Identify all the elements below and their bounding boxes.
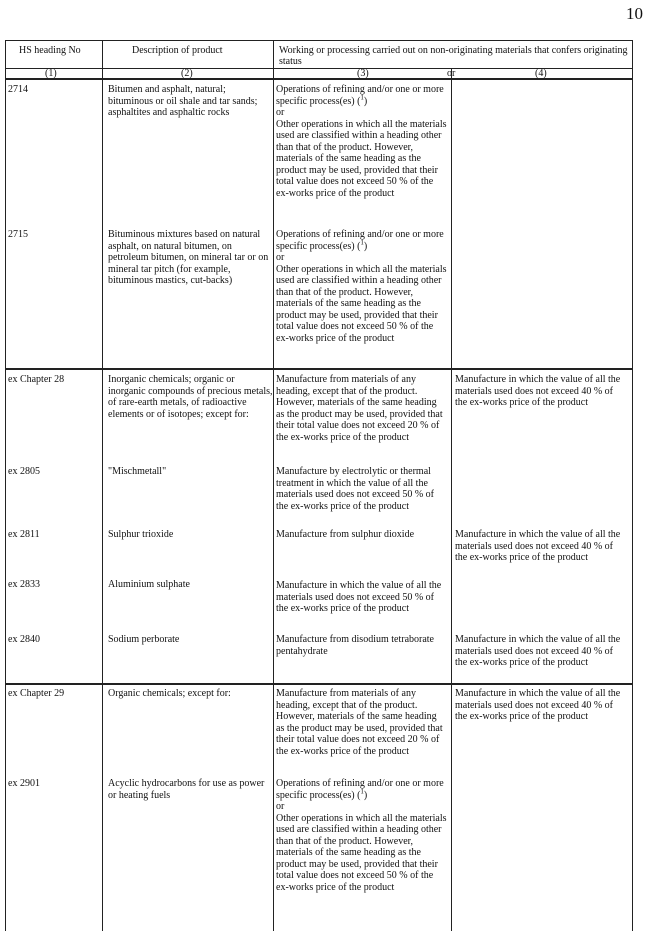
rule4-ex-chapter-29: Manufacture in which the value of all the materials used does not exceed 40 % of the ex-works price of the product bbox=[455, 688, 621, 722]
heading-ex-chapter-29: ex Chapter 29 bbox=[8, 688, 65, 699]
rule4-ex-2811: Manufacture in which the value of all the materials used does not exceed 40 % of the ex-works price of the product bbox=[455, 529, 621, 563]
rule3-ex-2805: Manufacture by electrolytic or thermal treatment in which the value of all the materials used does not exceed 50 % of the ex-works price of the product bbox=[276, 466, 435, 512]
description-ex-2901: Acyclic hydrocarbons for use as power or heating fuels bbox=[108, 778, 265, 801]
rule3-text-a: Operations of refining and/or one or more specific process(es) ( bbox=[276, 229, 444, 252]
rule3-or: or bbox=[276, 801, 285, 812]
rule3-2715 bbox=[276, 229, 447, 344]
rule3-or: or bbox=[276, 107, 285, 118]
heading-ex-2805: ex 2805 bbox=[8, 466, 40, 477]
description-ex-2805: "Mischmetall" bbox=[108, 466, 167, 477]
description-ex-2811: Sulphur trioxide bbox=[108, 529, 174, 540]
heading-ex-2901: ex 2901 bbox=[8, 778, 40, 789]
col-divider-2 bbox=[273, 40, 274, 931]
table-left-border bbox=[5, 40, 6, 931]
col-heading-description: Description of product bbox=[132, 45, 223, 56]
table-top-border bbox=[5, 40, 633, 41]
col-heading-working: Working or processing carried out on non-originating materials that confers originating status bbox=[279, 45, 628, 67]
rule3-text-c: Other operations in which all the materials used are classified within a heading other than that of the product. However, materials of the same heading as the product may be used, provided that their total value does not exceed 50 % of the ex-works price of the product bbox=[276, 118, 447, 199]
rule4-ex-2840: Manufacture in which the value of all the materials used does not exceed 40 % of the ex-works price of the product bbox=[455, 634, 621, 668]
description-ex-2833: Aluminium sulphate bbox=[108, 579, 190, 590]
rule3-text-c: Other operations in which all the materials used are classified within a heading other than that of the product. However, materials of the same heading as the product may be used, provided that their total value does not exceed 50 % of the ex-works price of the product bbox=[276, 263, 447, 344]
rule3-or: or bbox=[276, 252, 285, 263]
heading-ex-2811: ex 2811 bbox=[8, 529, 40, 540]
rule3-ex-2901 bbox=[276, 778, 447, 893]
heading-2715: 2715 bbox=[8, 229, 28, 240]
col-number-4: (4) bbox=[535, 68, 547, 79]
section-divider-28 bbox=[5, 368, 633, 370]
rule3-ex-2811: Manufacture from sulphur dioxide bbox=[276, 529, 415, 540]
rule3-ex-2840: Manufacture from disodium tetraborate pentahydrate bbox=[276, 634, 434, 657]
description-ex-2840: Sodium perborate bbox=[108, 634, 180, 645]
col-divider-1 bbox=[102, 40, 103, 931]
description-2714: Bitumen and asphalt, natural; bituminous or oil shale and tar sands; asphaltites and asphaltic rocks bbox=[108, 84, 258, 118]
col-number-or: or bbox=[447, 68, 456, 79]
rule3-2714 bbox=[276, 84, 447, 199]
col-divider-3 bbox=[451, 68, 452, 931]
col-heading-hs: HS heading No bbox=[19, 45, 81, 56]
description-2715: Bituminous mixtures based on natural asphalt, on natural bitumen, on petroleum bitumen, on mineral tar or on mineral tar pitch (for example, bituminous mastics, cut-backs) bbox=[108, 229, 269, 286]
col-number-2: (2) bbox=[181, 68, 193, 79]
rule3-text-b: ) bbox=[363, 95, 368, 107]
footnote-ref: 1 bbox=[360, 93, 364, 102]
col-number-1: (1) bbox=[45, 68, 57, 79]
origin-rules-table bbox=[5, 40, 633, 931]
footnote-ref: 1 bbox=[360, 787, 364, 796]
description-ex-chapter-29: Organic chemicals; except for: bbox=[108, 688, 231, 699]
rule3-text-a: Operations of refining and/or one or more specific process(es) ( bbox=[276, 84, 444, 107]
col-number-3: (3) bbox=[357, 68, 369, 79]
rule3-ex-chapter-28: Manufacture from materials of any heading, except that of the product. However, materials of the same heading as the product may be used, provided that their total value does not exceed 20 % of the ex-works price of the product bbox=[276, 374, 443, 443]
rule3-text-c: Other operations in which all the materials used are classified within a heading other than that of the product. However, materials of the same heading as the product may be used, provided that their total value does not exceed 50 % of the ex-works price of the product bbox=[276, 812, 447, 893]
rule3-ex-2833: Manufacture in which the value of all the materials used does not exceed 50 % of the ex-works price of the product bbox=[276, 580, 442, 614]
rule3-text-a: Operations of refining and/or one or more specific process(es) ( bbox=[276, 778, 444, 801]
rule3-text-b: ) bbox=[363, 789, 368, 801]
section-divider-29 bbox=[5, 683, 633, 685]
rule3-text-b: ) bbox=[363, 240, 368, 252]
table-right-border bbox=[632, 40, 633, 931]
page-number: 10 bbox=[626, 4, 643, 23]
heading-2714: 2714 bbox=[8, 84, 28, 95]
heading-ex-chapter-28: ex Chapter 28 bbox=[8, 374, 65, 385]
rule4-ex-chapter-28: Manufacture in which the value of all the materials used does not exceed 40 % of the ex-works price of the product bbox=[455, 374, 621, 408]
heading-ex-2840: ex 2840 bbox=[8, 634, 40, 645]
rule3-ex-chapter-29: Manufacture from materials of any heading, except that of the product. However, materials of the same heading as the product may be used, provided that their total value does not exceed 20 % of the ex-works price of the product bbox=[276, 688, 443, 757]
footnote-ref: 1 bbox=[360, 238, 364, 247]
description-ex-chapter-28: Inorganic chemicals; organic or inorganic compounds of precious metals, of rare-earth metals, of radioactive elements or of isotopes; except for: bbox=[108, 374, 273, 420]
heading-ex-2833: ex 2833 bbox=[8, 579, 40, 590]
